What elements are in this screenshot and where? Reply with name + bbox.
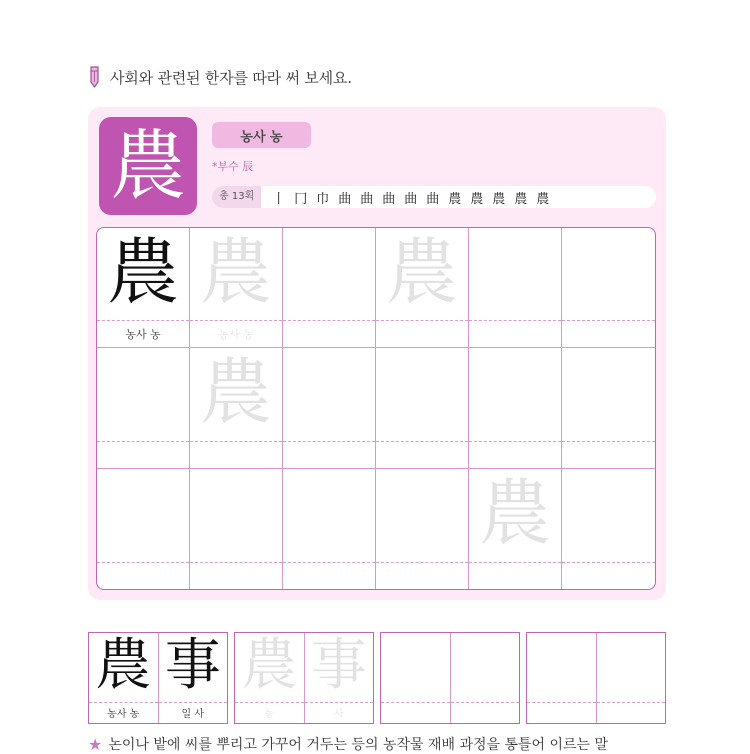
trace-char: 農 <box>478 470 551 555</box>
word-cell-label: 농사 농 <box>107 709 140 720</box>
stroke-step: 曲 <box>338 191 352 207</box>
practice-cell[interactable] <box>469 469 562 589</box>
practice-cell[interactable] <box>190 348 283 468</box>
word-cell[interactable] <box>381 633 451 723</box>
instruction-text: 사회와 관련된 한자를 따라 써 보세요. <box>110 68 352 87</box>
stroke-step: 農 <box>470 191 484 207</box>
trace-char: 農 <box>385 230 458 314</box>
practice-cell[interactable] <box>562 348 655 468</box>
guide-line <box>305 702 374 703</box>
stroke-step: 曲 <box>360 191 374 207</box>
stroke-step: 農 <box>514 191 528 207</box>
guide-line <box>451 702 520 703</box>
guide-line <box>562 441 655 442</box>
practice-cell[interactable] <box>469 228 562 348</box>
practice-cell[interactable] <box>97 469 190 589</box>
practice-cell[interactable] <box>376 228 469 348</box>
stroke-step: 農 <box>448 191 462 207</box>
word-box <box>234 632 374 724</box>
stroke-step: 農 <box>536 191 550 207</box>
pencil-icon <box>86 65 102 89</box>
practice-cell[interactable] <box>97 348 190 468</box>
guide-line <box>190 562 282 563</box>
trace-char: 農 <box>199 350 272 435</box>
practice-cell[interactable] <box>283 228 376 348</box>
guide-line <box>190 441 282 442</box>
guide-line <box>527 702 596 703</box>
guide-line <box>97 562 189 563</box>
word-cell[interactable] <box>305 633 374 723</box>
guide-line <box>283 320 375 321</box>
practice-grid <box>96 227 656 590</box>
guide-line <box>562 320 655 321</box>
word-model-char: 農 <box>95 633 152 698</box>
word-box <box>88 632 228 724</box>
practice-cell[interactable] <box>283 469 376 589</box>
hanja-badge <box>99 117 197 215</box>
cell-label: 농사 농 <box>125 328 161 342</box>
hanja-panel <box>88 107 666 600</box>
stroke-step: 曲 <box>382 191 396 207</box>
stroke-step: 曲 <box>426 191 440 207</box>
word-trace-char: 農 <box>241 633 298 698</box>
practice-cell[interactable] <box>469 348 562 468</box>
stroke-steps <box>269 188 552 207</box>
guide-line <box>283 441 375 442</box>
word-cell[interactable] <box>235 633 305 723</box>
instruction <box>86 64 352 90</box>
definition-text: 논이나 밭에 씨를 뿌리고 가꾸어 거두는 등의 농작물 재배 과정을 통틀어 이르는 말 <box>108 737 609 753</box>
word-cell[interactable] <box>451 633 520 723</box>
definition <box>88 734 608 754</box>
stroke-step: 丨 <box>272 191 286 207</box>
guide-line <box>469 320 561 321</box>
guide-line <box>381 702 450 703</box>
practice-cell[interactable] <box>376 348 469 468</box>
word-cell-label: 사 <box>333 709 344 720</box>
word-cell[interactable] <box>159 633 228 723</box>
guide-line <box>159 702 228 703</box>
guide-line <box>376 562 468 563</box>
guide-line <box>376 441 468 442</box>
model-char: 農 <box>106 230 179 314</box>
guide-line <box>89 702 158 703</box>
practice-cell[interactable] <box>562 228 655 348</box>
guide-line <box>97 320 189 321</box>
radical-label: *부수 辰 <box>212 160 254 173</box>
word-model-char: 事 <box>164 633 221 698</box>
practice-cell[interactable] <box>190 228 283 348</box>
word-cell-label: 일 사 <box>181 709 204 720</box>
word-box <box>380 632 520 724</box>
guide-line <box>235 702 304 703</box>
practice-cell[interactable] <box>562 469 655 589</box>
meaning-sound-pill: 농사 농 <box>212 122 311 148</box>
word-cell-label: 농 <box>264 709 275 720</box>
stroke-count: 총 13획 <box>212 186 261 208</box>
stroke-order-bar <box>212 186 656 208</box>
cell-label: 농사 농 <box>218 328 254 342</box>
guide-line <box>562 562 655 563</box>
stroke-step: 冂 <box>294 191 308 207</box>
stroke-step: 曲 <box>404 191 418 207</box>
guide-line <box>376 320 468 321</box>
word-cell[interactable] <box>597 633 666 723</box>
practice-cell[interactable] <box>376 469 469 589</box>
guide-line <box>190 320 282 321</box>
stroke-step: 巾 <box>316 191 330 207</box>
word-trace-char: 事 <box>310 633 367 698</box>
practice-cell[interactable] <box>190 469 283 589</box>
guide-line <box>283 562 375 563</box>
star-icon: ★ <box>88 734 103 754</box>
guide-line <box>97 441 189 442</box>
guide-line <box>469 562 561 563</box>
trace-char: 農 <box>199 230 272 314</box>
word-cell[interactable] <box>89 633 159 723</box>
practice-cell[interactable] <box>283 348 376 468</box>
practice-cell[interactable] <box>97 228 190 348</box>
guide-line <box>469 441 561 442</box>
stroke-step: 農 <box>492 191 506 207</box>
guide-line <box>597 702 666 703</box>
word-cell[interactable] <box>527 633 597 723</box>
hanja-badge-char: 農 <box>110 121 186 210</box>
word-box <box>526 632 666 724</box>
